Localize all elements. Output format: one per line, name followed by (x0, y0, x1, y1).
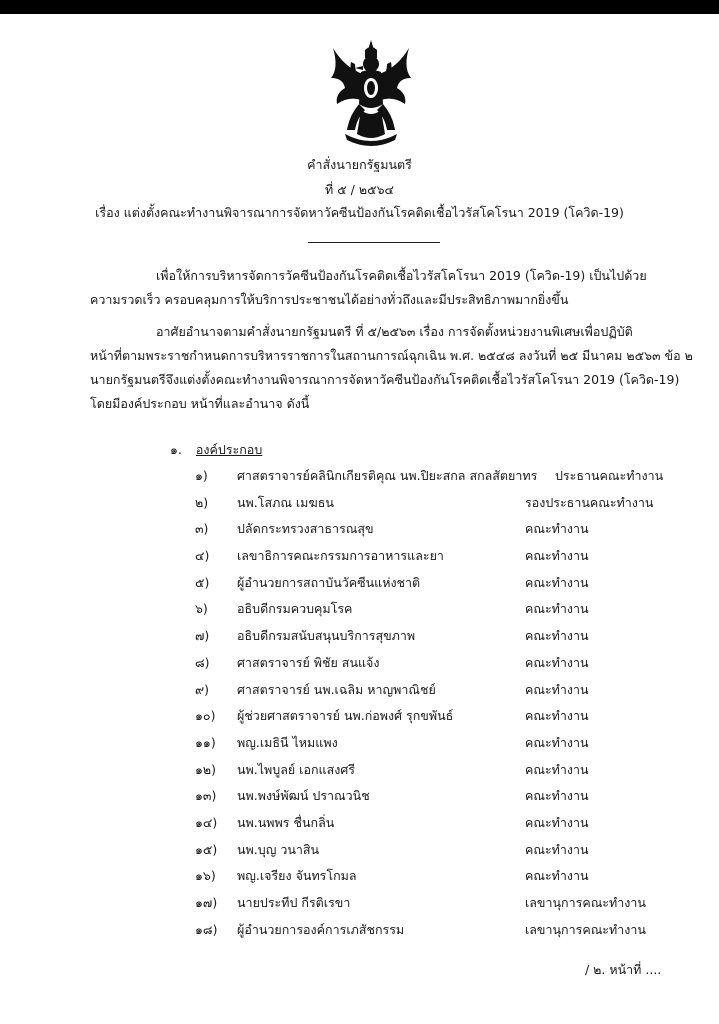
member-name: ศาสตราจารย์ พิชัย สนแจ้ง (237, 654, 380, 670)
member-number: ๑) (195, 468, 208, 483)
member-name: ผู้อำนวยการสถาบันวัคซีนแห่งชาติ (237, 574, 421, 590)
member-name: พญ.เมธินี ไหมแพง (237, 734, 338, 750)
member-role: คณะทำงาน (525, 708, 589, 724)
garuda-emblem-icon (325, 38, 417, 150)
member-number: ๑๖) (195, 868, 216, 884)
member-number: ๑๐) (195, 708, 216, 724)
member-name: นายประทีป กีรติเรขา (237, 895, 351, 910)
member-role: คณะทำงาน (525, 654, 589, 670)
top-black-bar (0, 0, 719, 14)
paragraph-line: นายกรัฐมนตรีจึงแต่งตั้งคณะทำงานพิจารณาการจัดหาวัคซีนป้องกันโรคติดเชื้อไวรัสโคโรนา 2019 (โควิด-19) (90, 372, 680, 387)
member-name: ปลัดกระทรวงสาธารณสุข (237, 521, 374, 537)
member-name: นพ.บุญ วนาสิน (237, 841, 320, 857)
member-name: ผู้ช่วยศาสตราจารย์ นพ.ก่อพงศ์ รุกขพันธ์ (237, 708, 454, 724)
member-number: ๑๒) (195, 761, 217, 777)
member-name: อธิบดีกรมควบคุมโรค (237, 601, 353, 617)
list-item (195, 489, 665, 516)
list-item (195, 595, 665, 622)
list-item (195, 676, 665, 703)
list-item (195, 515, 665, 542)
member-name: นพ.พงษ์พัฒน์ ปราณวนิช (237, 788, 370, 804)
member-number: ๑๔) (195, 814, 218, 830)
member-role: คณะทำงาน (525, 868, 589, 884)
member-role: คณะทำงาน (525, 788, 589, 804)
member-number: ๑๑) (195, 734, 216, 750)
member-role: คณะทำงาน (525, 574, 589, 590)
member-name: นพ.โสภณ เมฆธน (237, 494, 334, 510)
title-divider (308, 242, 440, 243)
list-item (195, 889, 665, 916)
member-role: คณะทำงาน (525, 814, 589, 830)
list-item (195, 916, 665, 943)
member-role: คณะทำงาน (525, 601, 589, 617)
member-name: เลขาธิการคณะกรรมการอาหารและยา (237, 548, 444, 564)
member-role: รองประธานคณะทำงาน (525, 494, 654, 510)
member-role: คณะทำงาน (525, 548, 589, 564)
paragraph-line: ความรวดเร็ว ครอบคลุมการให้บริการประชาชนได้อย่างทั่วถึงและมีประสิทธิภาพมากยิ่งขึ้น (90, 292, 569, 307)
member-role: คณะทำงาน (525, 521, 589, 537)
paragraph-line: โดยมีองค์ประกอบ หน้าที่และอำนาจ ดังนี้ (90, 396, 310, 411)
member-role: คณะทำงาน (525, 761, 589, 777)
member-number: ๘) (195, 654, 210, 670)
paragraph-line: อาศัยอำนาจตามคำสั่งนายกรัฐมนตรี ที่ ๕/๒๕๖๓ เรื่อง การจัดตั้งหน่วยงานพิเศษเพื่อปฏิบัติ (156, 324, 633, 339)
member-name: ผู้อำนวยการองค์การเภสัชกรรม (237, 921, 405, 937)
section-label: องค์ประกอบ (195, 442, 263, 457)
member-role: เลขานุการคณะทำงาน (525, 895, 646, 910)
member-name: นพ.ไพบูลย์ เอกแสงศรี (237, 761, 355, 777)
member-list (195, 462, 665, 942)
list-item (195, 649, 665, 676)
list-item (195, 462, 665, 489)
member-number: ๔) (195, 548, 210, 564)
list-item (195, 756, 665, 783)
list-item (195, 622, 665, 649)
member-name: ศาสตราจารย์คลินิกเกียรติคุณ นพ.ปิยะสกล สกลสัตยาทร (237, 468, 538, 483)
member-number: ๖) (195, 601, 208, 617)
document-number: ที่ ๕ / ๒๕๖๔ (325, 182, 394, 197)
member-role: คณะทำงาน (525, 841, 589, 857)
document-title: คำสั่งนายกรัฐมนตรี (307, 157, 412, 172)
list-item (195, 702, 665, 729)
member-name: อธิบดีกรมสนับสนุนบริการสุขภาพ (237, 628, 416, 644)
page-continuation: / ๒. หน้าที่ .... (585, 962, 662, 977)
section-heading (170, 440, 262, 460)
member-name: พญ.เจรียง จันทรโกมล (237, 868, 357, 884)
list-item (195, 862, 665, 889)
list-item (195, 809, 665, 836)
member-number: ๑๗) (195, 895, 218, 910)
list-item (195, 782, 665, 809)
section-number: ๑. (170, 442, 182, 457)
member-role: คณะทำงาน (525, 681, 589, 697)
member-role: เลขานุการคณะทำงาน (525, 921, 646, 937)
member-name: นพ.นพพร ชื่นกลิ่น (237, 814, 335, 830)
member-number: ๑๘) (195, 921, 218, 937)
member-role: ประธานคณะทำงาน (555, 468, 664, 483)
member-role: คณะทำงาน (525, 628, 589, 644)
list-item (195, 569, 665, 596)
list-item (195, 542, 665, 569)
document-subject: เรื่อง แต่งตั้งคณะทำงานพิจารณาการจัดหาวัคซีนป้องกันโรคติดเชื้อไวรัสโคโรนา 2019 (โควิด-19) (95, 205, 624, 220)
paragraph-line: เพื่อให้การบริหารจัดการวัคซีนป้องกันโรคติดเชื้อไวรัสโคโรนา 2019 (โควิด-19) เป็นไปด้วย (156, 268, 647, 283)
member-number: ๙) (195, 681, 210, 697)
member-number: ๑๕) (195, 841, 218, 857)
member-number: ๕) (195, 574, 210, 590)
preamble-paragraph (90, 264, 650, 312)
member-role: คณะทำงาน (525, 734, 589, 750)
list-item (195, 729, 665, 756)
member-number: ๑๓) (195, 788, 217, 804)
member-name: ศาสตราจารย์ นพ.เฉลิม หาญพาณิชย์ (237, 681, 436, 697)
paragraph-line: หน้าที่ตามพระราชกำหนดการบริหารราชการในสถานการณ์ฉุกเฉิน พ.ศ. ๒๕๔๘ ลงวันที่ ๒๕ มีนาคม ๒๕๖๓ ข้อ ๒ (90, 348, 693, 363)
authority-paragraph (90, 320, 693, 416)
member-number: ๒) (195, 494, 209, 510)
member-number: ๓) (195, 521, 209, 537)
list-item (195, 836, 665, 863)
member-number: ๗) (195, 628, 210, 644)
